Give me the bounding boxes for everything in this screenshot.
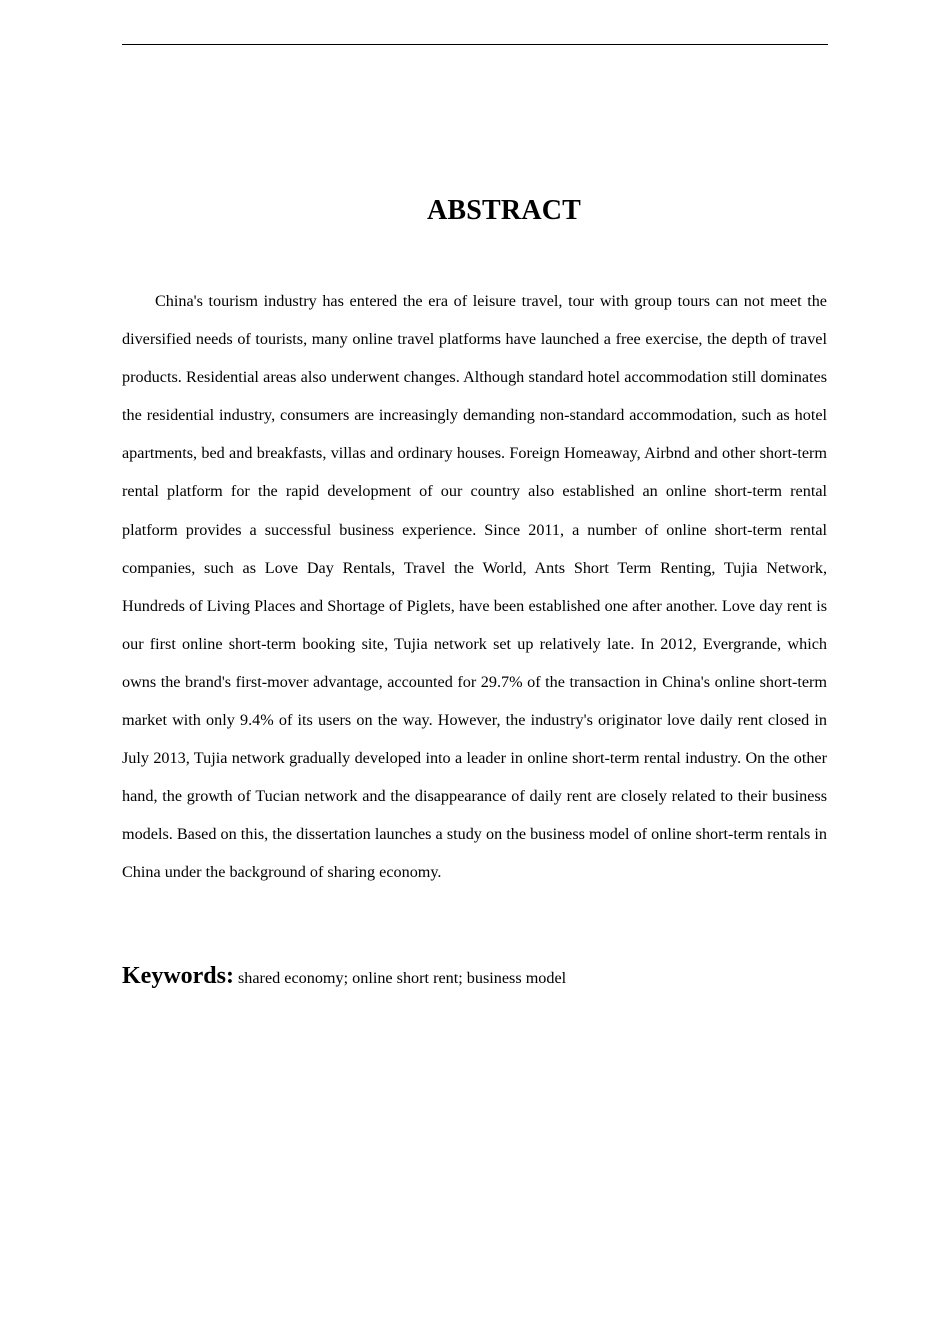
keywords-line (122, 960, 827, 995)
page-title: ABSTRACT (426, 195, 582, 226)
keywords-label: Keywords: (122, 963, 234, 989)
abstract-paragraph: China's tourism industry has entered the era of leisure travel, tour with group tours can not meet the diversified needs of tourists, many online travel platforms have launched a free exercise, the depth of travel products. Residential areas also underwent changes. Although standard hotel accommodation still dominates the residential industry, consumers are increasingly demanding non-standard accommodation, such as hotel apartments, bed and breakfasts, villas and ordinary houses. Foreign Homeaway, Airbnd and other short-term rental platform for the rapid development of our country also established an online short-term rental platform provides a successful business experience. Since 2011, a number of online short-term rental companies, such as Love Day Rentals, Travel the World, Ants Short Term Renting, Tujia Network, Hundreds of Living Places and Shortage of Piglets, have been established one after another. Love day rent is our first online short-term booking site, Tujia network set up relatively late. In 2012, Evergrande, which owns the brand's first-mover advantage, accounted for 29.7% of the transaction in China's online short-term market with only 9.4% of its users on the way. However, the industry's originator love daily rent closed in July 2013, Tujia network gradually developed into a leader in online short-term rental industry. On the other hand, the growth of Tucian network and the disappearance of daily rent are closely related to their business models. Based on this, the dissertation launches a study on the business model of online short-term rentals in China under the background of sharing economy. (122, 292, 827, 882)
keywords-value: shared economy; online short rent; business model (237, 969, 567, 987)
header-rule (122, 44, 828, 45)
